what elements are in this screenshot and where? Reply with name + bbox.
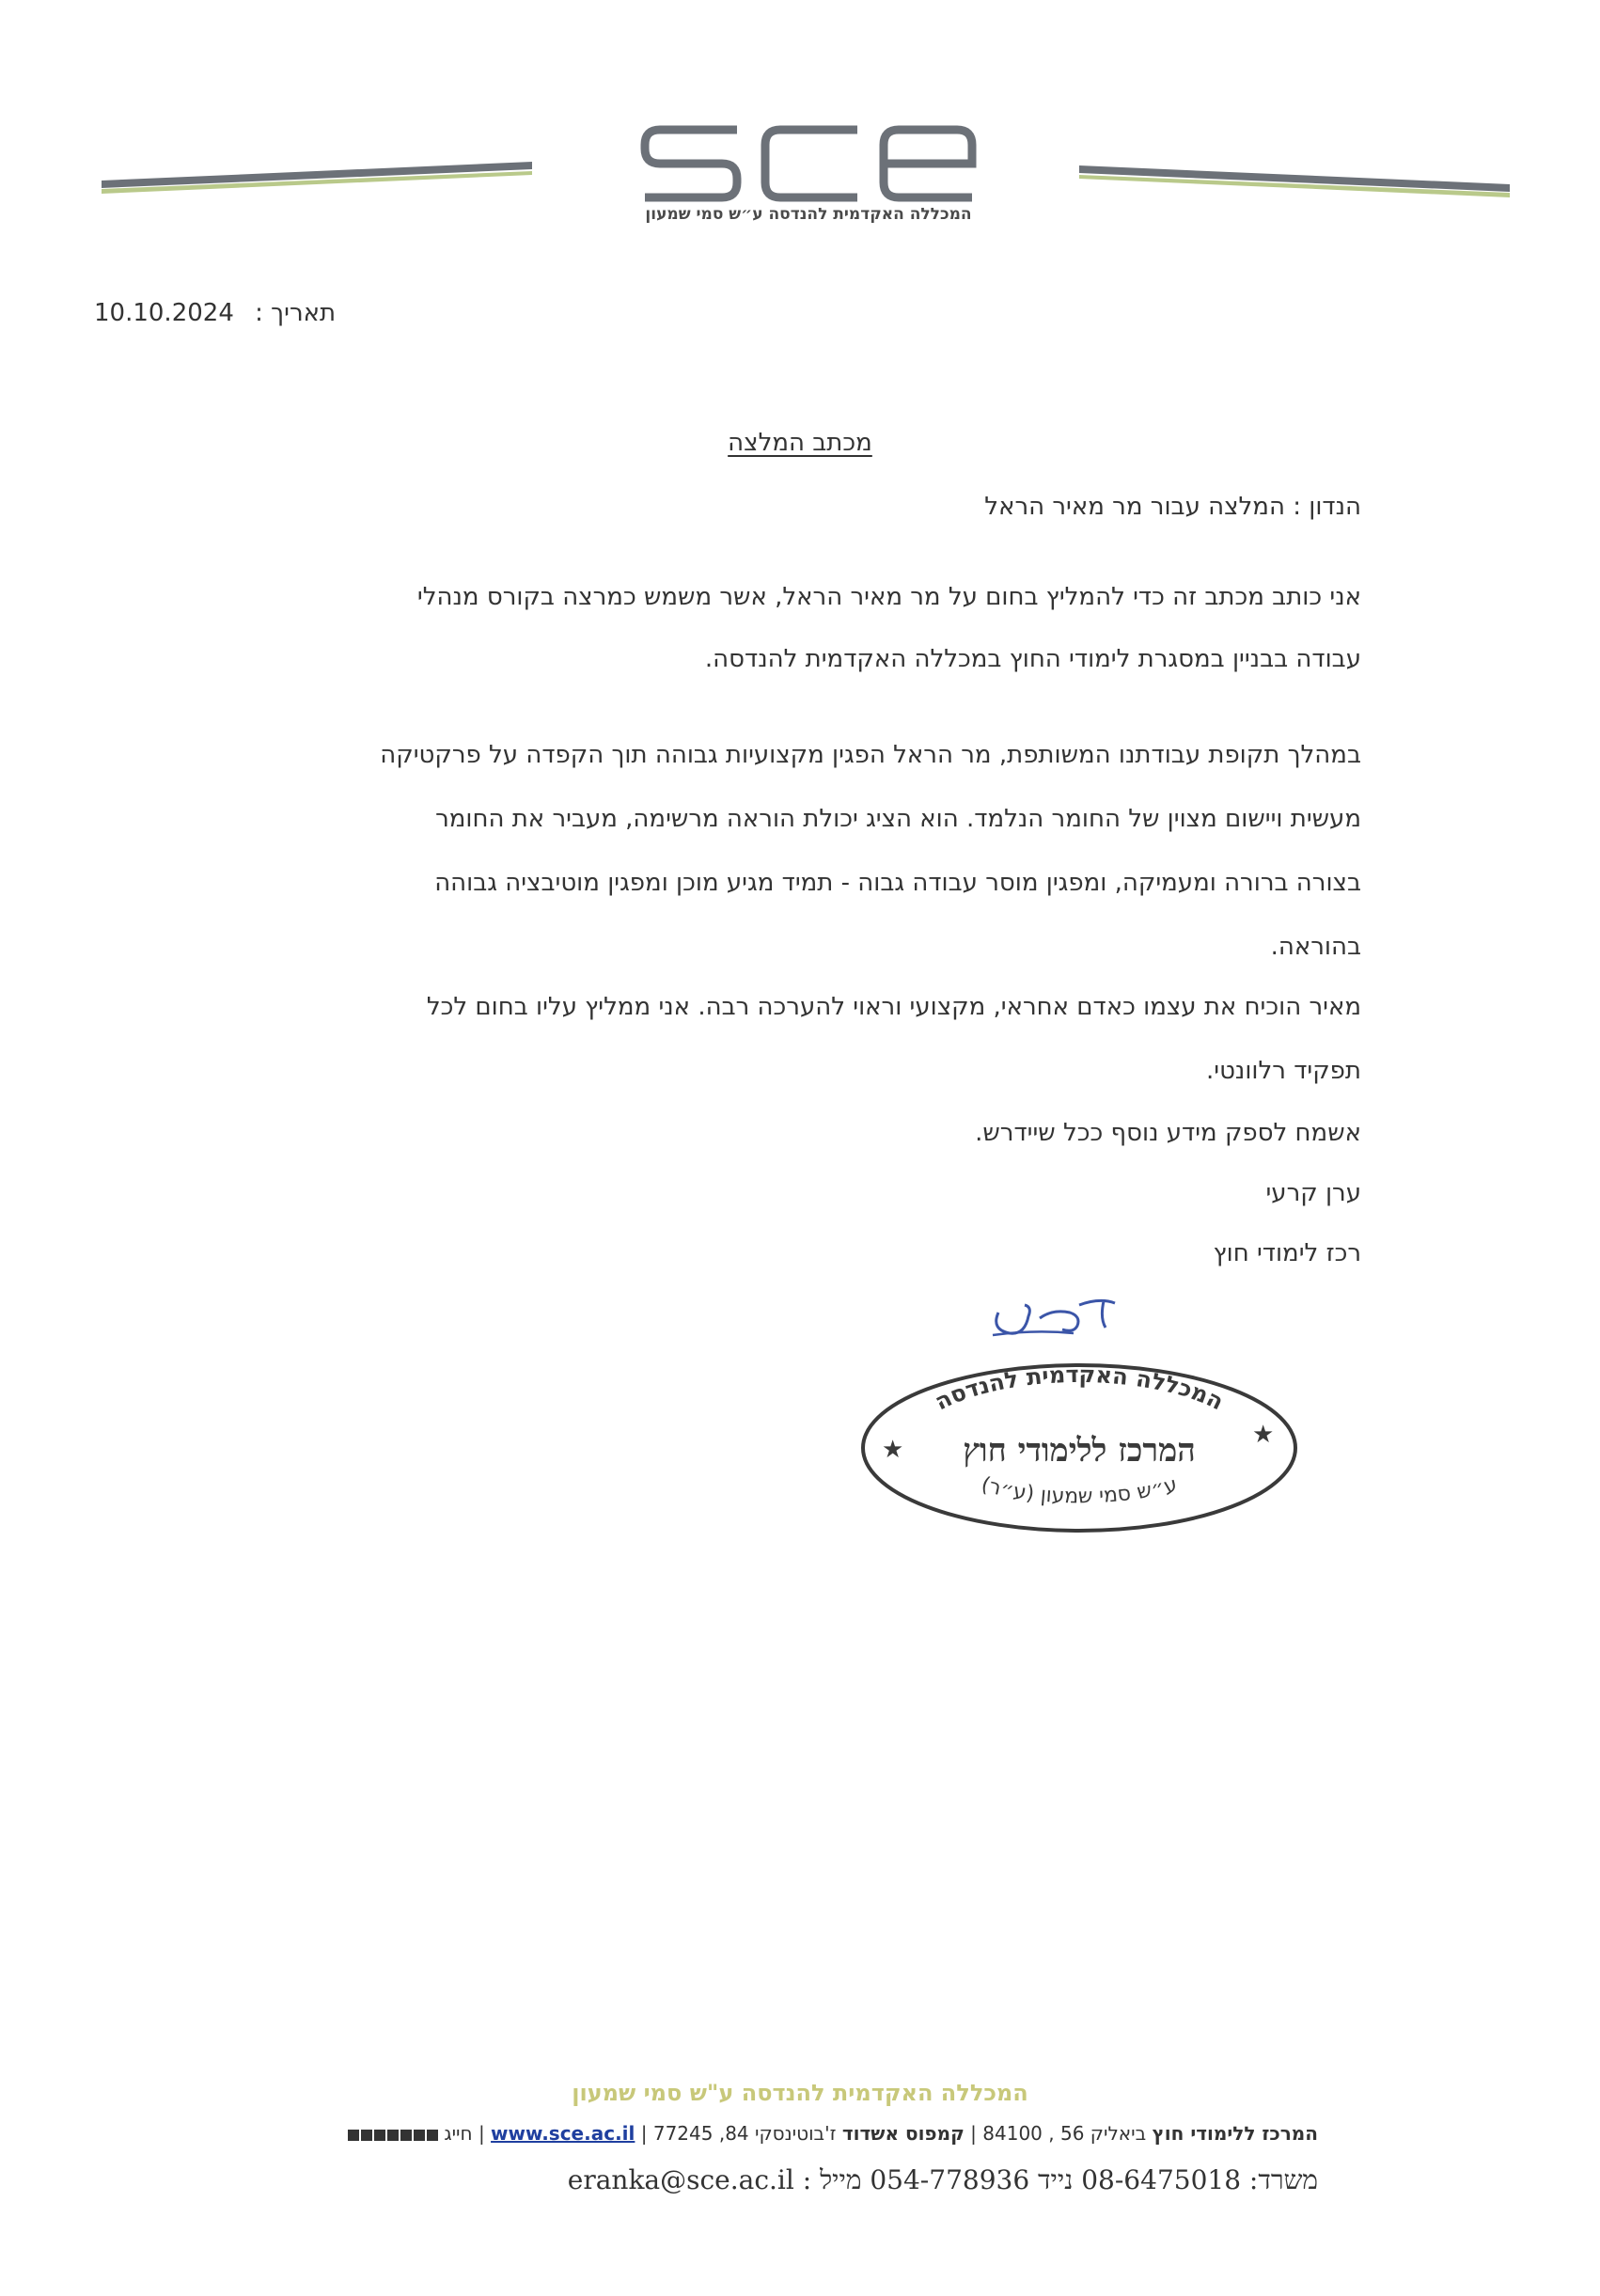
header-stripe-right	[1072, 162, 1514, 199]
svg-text:המכללה האקדמית להנדסה	[931, 1361, 1228, 1416]
date-label: תאריך :	[255, 299, 337, 327]
stamp-star-right-icon: ★	[1252, 1421, 1275, 1449]
letter-title-text: מכתב המלצה	[728, 429, 872, 457]
website-link[interactable]: www.sce.ac.il	[491, 2122, 635, 2145]
svg-text:ע״ש סמי שמעון (ע״ר)	[979, 1473, 1180, 1509]
paragraph-line: בהוראה.	[1270, 933, 1361, 961]
footer-center-name: המרכז ללימודי חוץ	[1152, 2122, 1318, 2145]
date-line	[94, 299, 336, 327]
header-stripe-left	[102, 158, 540, 196]
closing-line: אשמח לספק מידע נוסף ככל שיידרש.	[975, 1119, 1361, 1147]
paragraph-line: מאיר הוכיח את עצמו כאדם אחראי, מקצועי וראוי להערכה רבה. אני ממליץ עליו בחום לכל	[426, 993, 1361, 1021]
footer-address: ביאליק 56 , 84100 |	[970, 2122, 1147, 2145]
letter-subject: הנדון : המלצה עבור מר מאיר הראל	[984, 493, 1361, 521]
footer-address-line	[348, 2122, 1318, 2145]
paragraph-line: במהלך תקופת עבודתנו המשותפת, מר הראל הפגין מקצועיות גבוהה תוך הקפדה על פרקטיקה	[380, 741, 1361, 769]
footer-campus-address: ז'בוטינסקי 84, 77245 |	[640, 2122, 837, 2145]
footer-contact-line: משרד: 08-6475018 נייד 054-778936 מייל : eranka@sce.ac.il	[567, 2164, 1318, 2195]
date-value: 10.10.2024	[94, 299, 234, 327]
stamp-star-left-icon: ★	[882, 1436, 904, 1464]
paragraph-line: עבודה בבניין במסגרת לימודי החוץ במכללה האקדמית להנדסה.	[704, 645, 1361, 673]
footer-hotline-label: | חייג	[444, 2122, 485, 2145]
signer-title: רכז לימודי חוץ	[1213, 1239, 1361, 1267]
paragraph-line: בצורה ברורה ומעמיקה, ומפגין מוסר עבודה גבוה - תמיד מגיע מוכן ומפגין מוטיבציה גבוהה	[434, 869, 1361, 897]
paragraph-line: אני כותב מכתב זה כדי להמליץ בחום על מר מאיר הראל, אשר משמש כמרצה בקורס מנהלי	[416, 583, 1361, 611]
stamp-top-text: המכללה האקדמית להנדסה	[931, 1360, 1228, 1416]
hotline-logo-icon	[348, 2128, 438, 2143]
stamp-bottom-text: ע״ש סמי שמעון (ע״ר)	[979, 1472, 1180, 1509]
header-institution-name: המכללה האקדמית להנדסה ע״ש סמי שמעון	[645, 205, 972, 224]
sce-logo	[639, 120, 978, 205]
institution-stamp	[854, 1345, 1305, 1533]
handwritten-signature	[987, 1281, 1128, 1346]
footer-institution: המכללה האקדמית להנדסה ע"ש סמי שמעון	[572, 2080, 1028, 2106]
footer-campus: קמפוס אשדוד	[841, 2122, 965, 2145]
paragraph-line: מעשית ויישום מצוין של החומר הנלמד. הוא הציג יכולת הוראה מרשימה, מעביר את החומר	[435, 805, 1361, 833]
stamp-center-text: המרכז ללימודי חוץ	[963, 1432, 1196, 1470]
signer-name: ערן קרעי	[1265, 1179, 1361, 1207]
letter-title	[0, 429, 1600, 457]
paragraph-line: תפקיד רלוונטי.	[1205, 1057, 1361, 1085]
